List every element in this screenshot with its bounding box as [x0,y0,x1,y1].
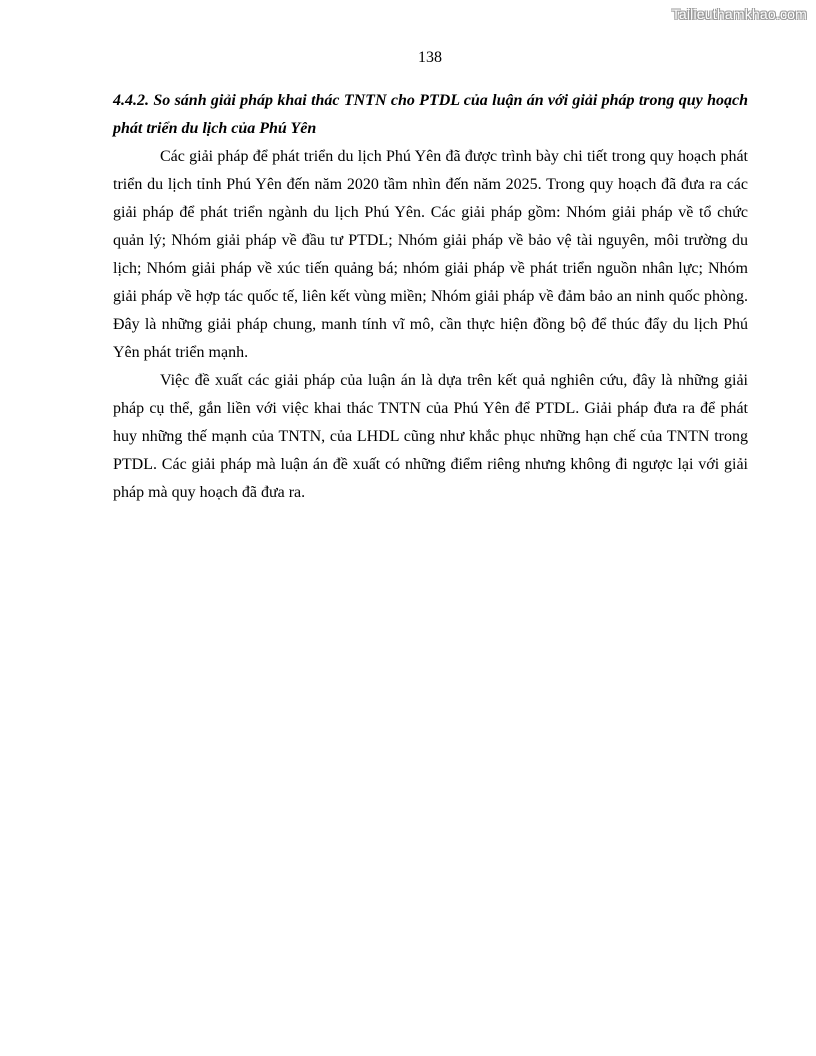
watermark: Tailieuthamkhao.com [671,6,807,22]
section-heading: 4.4.2. So sánh giải pháp khai thác TNTN cho PTDL của luận án với giải pháp trong quy hoạch phát triển du lịch của Phú Yên [113,92,748,137]
paragraph-1: Các giải pháp để phát triển du lịch Phú Yên đã được trình bày chi tiết trong quy hoạch phát triển du lịch tỉnh Phú Yên đến năm 2020 tầm nhìn đến năm 2025. Trong quy hoạch đã đưa ra các giải pháp để phát triển ngành du lịch Phú Yên. Các giải pháp gồm: Nhóm giải pháp về tổ chức quản lý; Nhóm giải pháp về đầu tư PTDL; Nhóm giải pháp về bảo vệ tài nguyên, môi trường du lịch; Nhóm giải pháp về xúc tiến quảng bá; nhóm giải pháp về phát triển nguồn nhân lực; Nhóm giải pháp về hợp tác quốc tế, liên kết vùng miền; Nhóm giải pháp về đảm bảo an ninh quốc phòng. Đây là những giải pháp chung, manh tính vĩ mô, cần thực hiện đồng bộ để thúc đẩy du lịch Phú Yên phát triển mạnh. [113,148,748,361]
document-body [113,87,748,507]
page-number: 138 [418,49,442,66]
paragraph-2: Việc đề xuất các giải pháp của luận án là dựa trên kết quả nghiên cứu, đây là những giải pháp cụ thể, gắn liền với việc khai thác TNTN của Phú Yên để PTDL. Giải pháp đưa ra để phát huy những thế mạnh của TNTN, của LHDL cũng như khắc phục những hạn chế của TNTN trong PTDL. Các giải pháp mà luận án đề xuất có những điểm riêng nhưng không đi ngược lại với giải pháp mà quy hoạch đã đưa ra. [113,372,748,501]
